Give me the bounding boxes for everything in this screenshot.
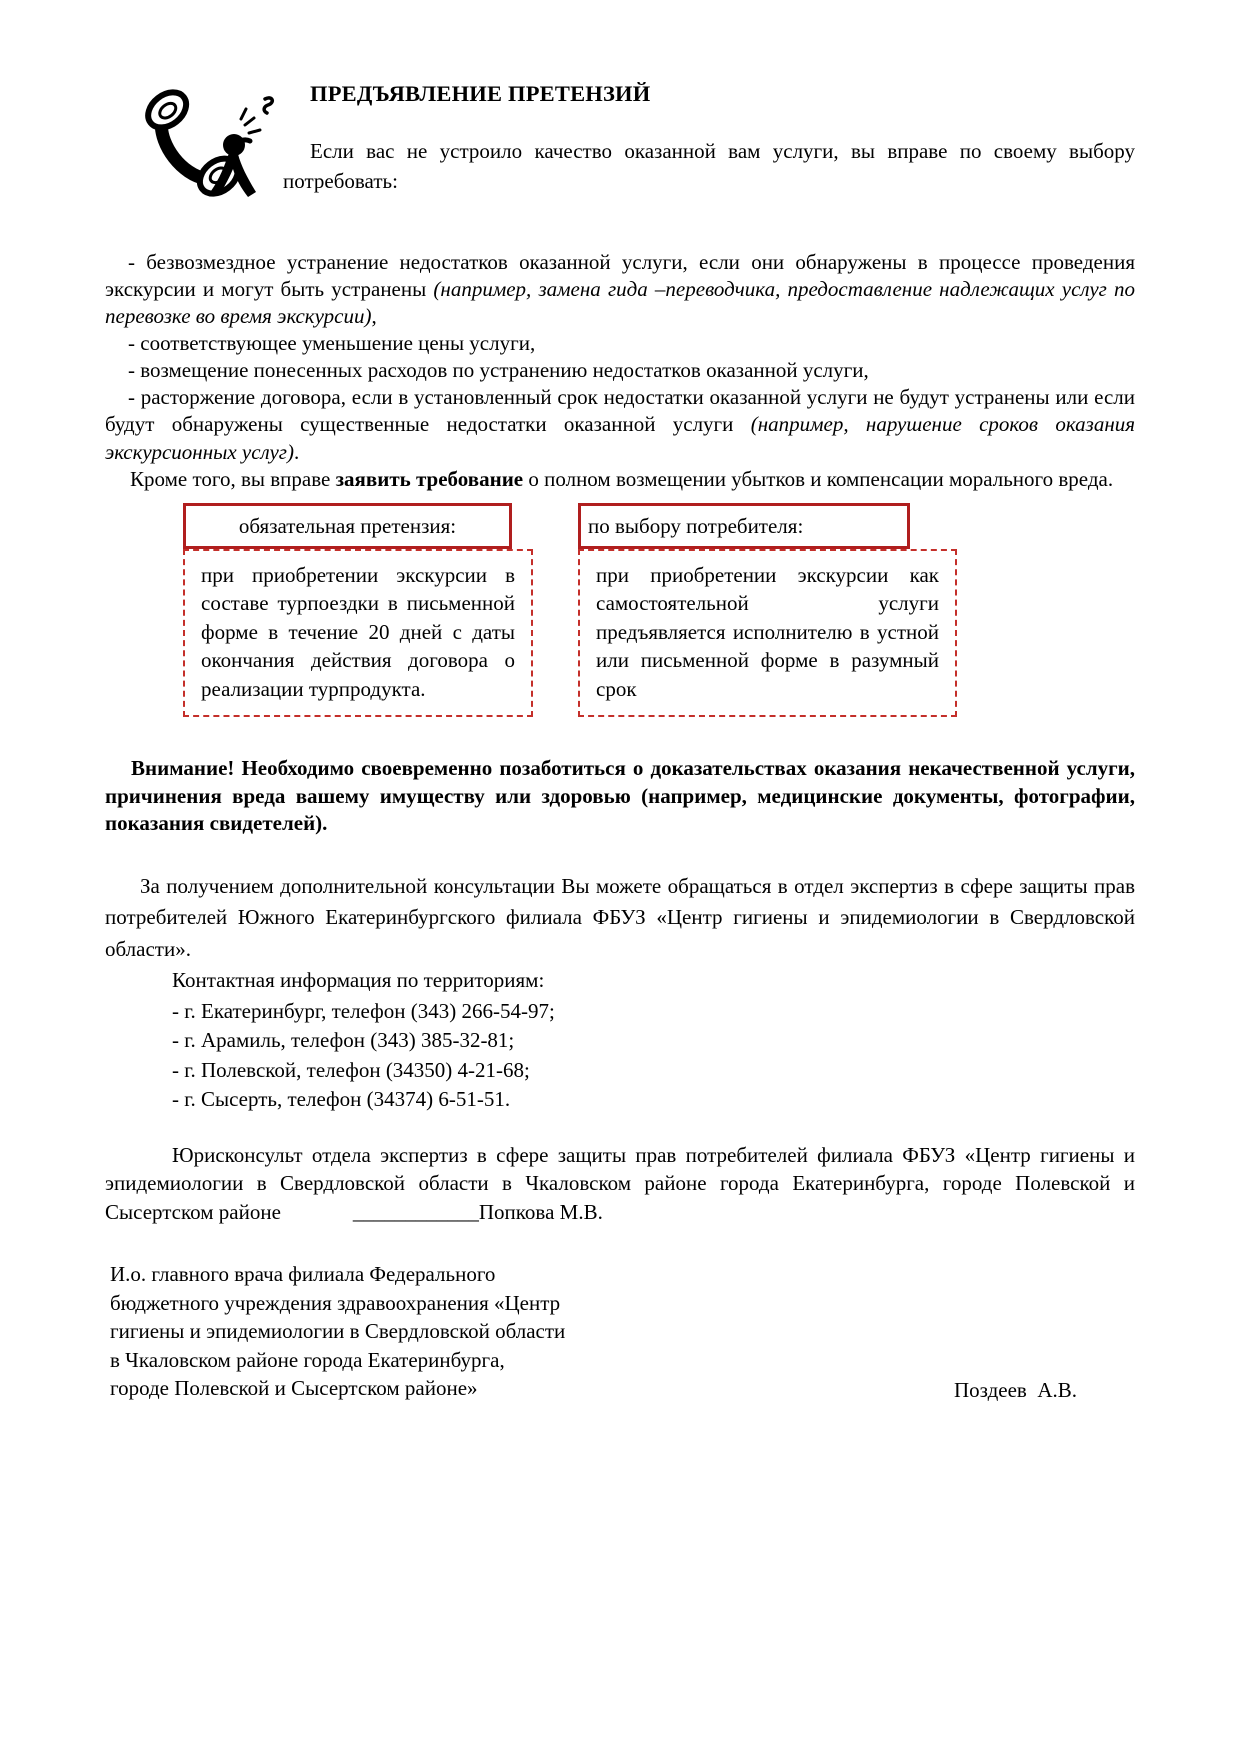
signature-line-1: И.о. главного врача филиала Федерального [110,1262,496,1287]
consultation-paragraph: За получением дополнительной консультации Вы можете обращаться в отдел экспертиз в сфере защиты прав потребителей Южного Екатеринбургского филиала ФБУЗ «Центр гигиены и эпидемиологии в Свердловской области». [105,873,1135,961]
intro-paragraph: Если вас не устроило качество оказанной вам услуги, вы вправе по своему выбору потребовать: [283,139,1135,193]
document-title: ПРЕДЪЯВЛЕНИЕ ПРЕТЕНЗИЙ [310,81,651,106]
phone-item-polevskoy: - г. Полевской, телефон (34350) 4-21-68; [172,1057,530,1082]
attention-paragraph: Внимание! Необходимо своевременно позаботиться о доказательствах оказания некачественной услуги, причинения вреда вашему имуществу или здоровью (например, медицинские документы, фотографии, показания свидетелей). [105,756,1135,836]
signature-block [105,1260,1135,1403]
lawyer-paragraph: Юрисконсульт отдела экспертиз в сфере защиты прав потребителей филиала ФБУЗ «Центр гигиены и эпидемиологии в Свердловской области в Чкаловском районе города Екатеринбурга, городе Полевской и Сысертском районе ____________Попкова М.В. [105,1142,1135,1224]
demands-list [105,249,1135,493]
signature-position-text [110,1260,615,1403]
consumer-choice-body: при приобретении экскурсии как самостоятельной услуги предъявляется исполнителю в устной или письменной форме в разумный срок [578,549,957,718]
phone-item-aramil: - г. Арамиль, телефон (343) 385-32-81; [172,1028,515,1053]
demand-item-1: - безвозмездное устранение недостатков оказанной услуги, если они обнаружены в процессе проведения экскурсии и могут быть устранены (например, замена гида –переводчика, предоставление надлежащих услуг по перевозке во время экскурсии), [105,250,1135,329]
claim-boxes [183,503,1135,718]
addendum-paragraph: Кроме того, вы вправе заявить требование о полном возмещении убытков и компенсации морального вреда. [130,466,1114,491]
demand-item-4: - расторжение договора, если в установленный срок недостатки оказанной услуги не будут устранены или если будут обнаружены существенные недостатки оказанной услуги (например, нарушение сроков оказания экскурсионных услуг). [105,385,1136,464]
signature-line-2: бюджетного учреждения здравоохранения «Центр [110,1290,561,1315]
consumer-choice-header: по выбору потребителя: [578,503,910,549]
demand-item-3: - возмещение понесенных расходов по устранению недостатков оказанной услуги, [128,358,869,383]
signature-line-5: городе Полевской и Сысертском районе» [110,1376,478,1401]
mandatory-claim-column [183,503,533,718]
signature-line-4: в Чкаловском районе города Екатеринбурга, [110,1347,505,1372]
consumer-choice-column [578,503,957,718]
contact-heading: Контактная информация по территориям: [172,968,545,993]
header-text-block [283,81,1135,197]
signature-line-3: гигиены и эпидемиологии в Свердловской области [110,1319,566,1344]
demand-item-2: - соответствующее уменьшение цены услуги, [128,331,536,356]
mandatory-claim-header: обязательная претензия: [183,503,512,549]
phone-list [172,997,1135,1115]
mandatory-claim-body: при приобретении экскурсии в составе турпоездки в письменной форме в течение 20 дней с даты окончания действия договора о реализации турпродукта. [183,549,533,718]
phone-item-sysert: - г. Сысерть, телефон (34374) 6-51-51. [172,1087,511,1112]
signature-name: Поздеев А.В. [954,1377,1077,1402]
document-header [105,81,1135,229]
phone-person-clipart [141,81,281,226]
phone-item-ekaterinburg: - г. Екатеринбург, телефон (343) 266-54-97; [172,998,555,1023]
